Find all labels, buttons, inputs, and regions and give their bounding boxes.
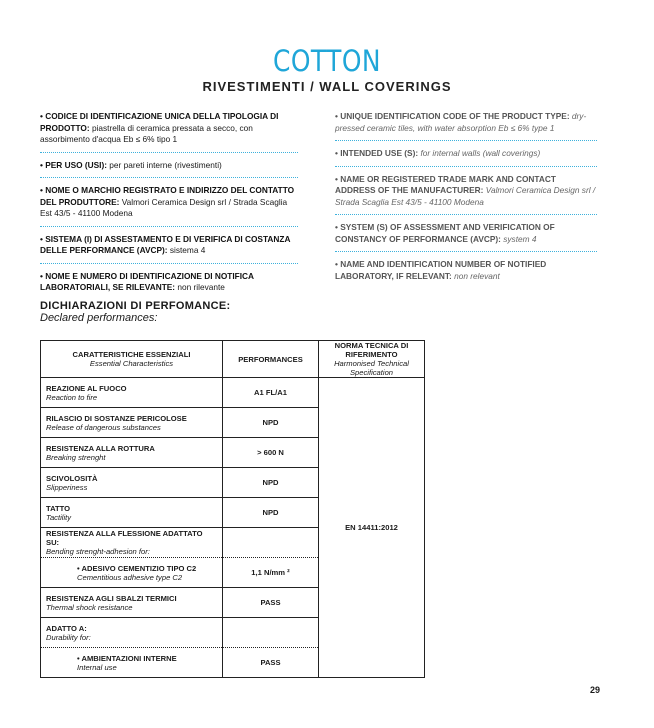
- info-block-it-code: [40, 108, 298, 150]
- performance-value: 1,1 N/mm ²: [223, 558, 319, 588]
- characteristic-en: Bending strenght-adhesion for:: [46, 547, 150, 556]
- characteristic-cell: [41, 468, 223, 498]
- english-info-column: [335, 108, 597, 286]
- info-label: • INTENDED USE (S):: [335, 148, 419, 158]
- declared-title-it: DICHIARAZIONI DI PERFOMANCE:: [40, 300, 231, 312]
- performance-value: A1 FL/A1: [223, 378, 319, 408]
- dotted-divider: [40, 177, 298, 178]
- info-label: • NAME AND IDENTIFICATION NUMBER OF NOTIFIED LABORATORY, IF RELEVANT:: [335, 259, 547, 281]
- characteristic-it: REAZIONE AL FUOCO: [46, 383, 127, 393]
- performance-table: [40, 340, 425, 678]
- performance-value: NPD: [223, 468, 319, 498]
- info-block-en-avcp: [335, 219, 597, 249]
- performance-value: NPD: [223, 498, 319, 528]
- performance-value: [223, 618, 319, 648]
- info-block-en-use: [335, 145, 597, 164]
- table-header-row: [41, 341, 425, 378]
- characteristic-it: • AMBIENTAZIONI INTERNE: [77, 654, 217, 663]
- info-value: for internal walls (wall coverings): [420, 148, 541, 158]
- page-title: COTTON: [273, 44, 381, 78]
- characteristic-cell: [41, 588, 223, 618]
- info-label: • CODICE DI IDENTIFICAZIONE UNICA DELLA TIPOLOGIA DI PRODOTTO:: [40, 111, 279, 133]
- info-label: • SYSTEM (S) OF ASSESSMENT AND VERIFICATION OF CONSTANCY OF PERFORMANCE (AVCP):: [335, 222, 555, 244]
- characteristic-en: Cementitious adhesive type C2: [77, 572, 183, 582]
- info-label: • NOME E NUMERO DI IDENTIFICAZIONE DI NOTIFICA LABORATORIALI, SE RILEVANTE:: [40, 270, 254, 292]
- info-value: sistema 4: [169, 245, 206, 255]
- header-label-it: NORMA TECNICA DI RIFERIMENTO: [334, 341, 409, 359]
- table-row: [41, 378, 425, 408]
- characteristic-en: Reaction to fire: [46, 392, 98, 402]
- page-number: 29: [590, 685, 601, 695]
- characteristic-it: RESISTENZA AGLI SBALZI TERMICI: [46, 593, 177, 603]
- header-essential-characteristics: [41, 341, 223, 378]
- performance-value: [223, 528, 319, 558]
- italian-info-column: [40, 108, 298, 298]
- dotted-divider: [335, 140, 597, 141]
- header-performances: [223, 341, 319, 378]
- info-value: non relevant: [454, 270, 500, 281]
- dotted-divider: [40, 152, 298, 153]
- info-block-it-use: [40, 157, 298, 176]
- norm-cell: EN 14411:2012: [319, 378, 425, 678]
- dotted-divider: [40, 263, 298, 264]
- characteristic-it: ADATTO A:: [46, 623, 87, 633]
- header-technical-spec: [319, 341, 425, 378]
- characteristic-en: Internal use: [77, 662, 117, 672]
- performance-value: NPD: [223, 408, 319, 438]
- characteristic-cell: [41, 438, 223, 468]
- characteristic-it: TATTO: [46, 503, 71, 513]
- characteristic-cell: [41, 648, 223, 678]
- page-subtitle: RIVESTIMENTI / WALL COVERINGS: [202, 79, 452, 94]
- performance-value: PASS: [223, 588, 319, 618]
- characteristic-en: Thermal shock resistance: [46, 602, 133, 612]
- performance-value: > 600 N: [223, 438, 319, 468]
- characteristic-en: Tactility: [46, 512, 72, 522]
- info-value: per pareti interne (rivestimenti): [109, 159, 222, 170]
- info-value: system 4: [503, 233, 537, 244]
- info-label: • NAME OR REGISTERED TRADE MARK AND CONTACT ADDRESS OF THE MANUFACTURER:: [335, 173, 556, 195]
- info-label: • UNIQUE IDENTIFICATION CODE OF THE PRODUCT TYPE:: [335, 111, 570, 121]
- characteristic-en: Durability for:: [46, 632, 91, 642]
- header-label-it: CARATTERISTICHE ESSENZIALI: [72, 350, 191, 359]
- header-label-en: Harmonised Technical Specification: [334, 359, 409, 377]
- dotted-divider: [40, 226, 298, 227]
- info-block-en-manufacturer: [335, 171, 597, 213]
- info-value: non rilevante: [177, 282, 225, 292]
- declared-title-en: Declared performances:: [40, 312, 158, 324]
- header-label: PERFORMANCES: [238, 354, 303, 364]
- characteristic-cell: [41, 558, 223, 588]
- info-value: Valmori Ceramica Design srl / Strada Scaglia Est 43/5 - 41100 Modena: [335, 185, 596, 207]
- info-block-en-lab: [335, 256, 597, 286]
- characteristic-en: Slipperiness: [46, 482, 88, 492]
- characteristic-cell: [41, 528, 223, 558]
- info-value: dry-pressed ceramic tiles, with water absorption Eb ≤ 6% type 1: [335, 111, 587, 133]
- characteristic-cell: [41, 498, 223, 528]
- characteristic-it: RESISTENZA ALLA FLESSIONE ADATTATO SU:: [46, 529, 203, 547]
- dotted-divider: [335, 166, 597, 167]
- characteristic-it: SCIVOLOSITÀ: [46, 473, 98, 483]
- info-block-it-lab: [40, 268, 298, 298]
- dotted-divider: [335, 251, 597, 252]
- characteristic-en: Breaking strenght: [46, 452, 106, 462]
- info-value: Valmori Ceramica Design srl / Strada Scaglia Est 43/5 - 41100 Modena: [40, 196, 288, 218]
- characteristic-it: RILASCIO DI SOSTANZE PERICOLOSE: [46, 413, 187, 423]
- info-label: • NOME O MARCHIO REGISTRATO E INDIRIZZO DEL CONTATTO DEL PRODUTTORE:: [40, 185, 295, 207]
- info-label: • SISTEMA (I) DI ASSESTAMENTO E DI VERIFICA DI COSTANZA DELLE PERFORMANCE (AVCP):: [40, 233, 291, 255]
- characteristic-cell: [41, 378, 223, 408]
- info-value: piastrella di ceramica pressata a secco, con assorbimento d'acqua Eb ≤ 6% tipo 1: [40, 122, 253, 144]
- characteristic-en: Release of dangerous substances: [46, 422, 161, 432]
- info-block-it-manufacturer: [40, 182, 298, 224]
- performance-value: PASS: [223, 648, 319, 678]
- characteristic-it: RESISTENZA ALLA ROTTURA: [46, 443, 155, 453]
- characteristic-cell: [41, 408, 223, 438]
- info-label: • PER USO (USI):: [40, 159, 107, 170]
- characteristic-cell: [41, 618, 223, 648]
- header-label-en: Essential Characteristics: [89, 359, 174, 368]
- info-block-it-avcp: [40, 231, 298, 261]
- characteristic-it: • ADESIVO CEMENTIZIO TIPO C2: [77, 564, 217, 573]
- dotted-divider: [335, 214, 597, 215]
- info-block-en-code: [335, 108, 597, 138]
